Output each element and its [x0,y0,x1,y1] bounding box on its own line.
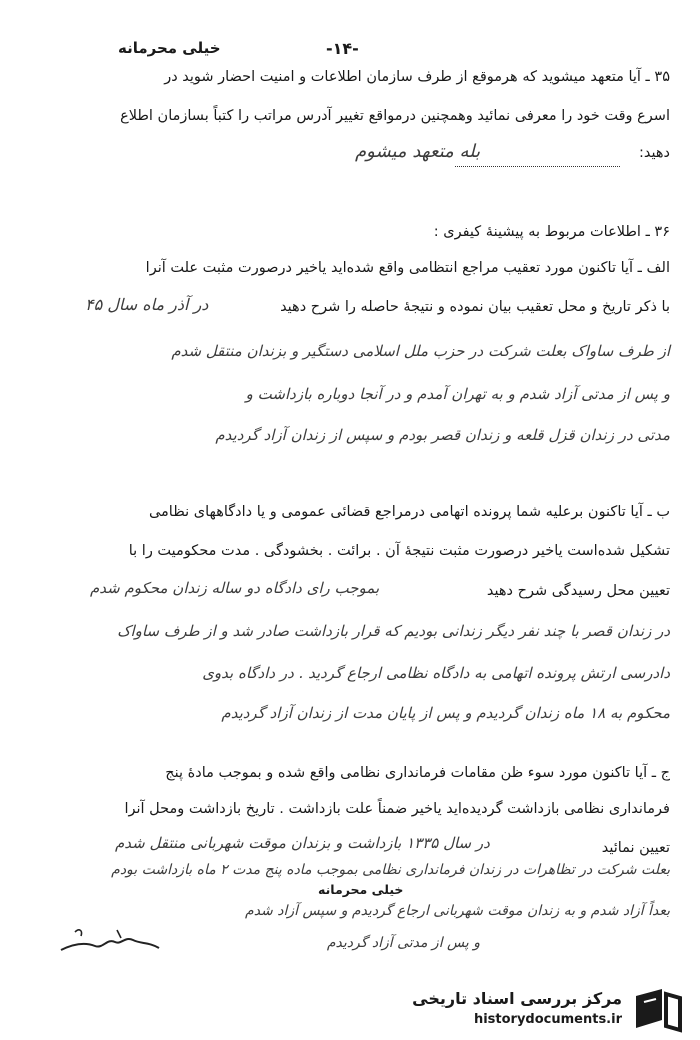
q36b-line-1: ب ـ آیا تاکنون برعلیه شما پرونده اتهامی درمراجع قضائی عمومی و یا دادگاههای نظامی [148,504,670,520]
signature [55,922,165,962]
archive-logo-icon [632,986,684,1036]
q36a-line-1: الف ـ آیا تاکنون مورد تعقیب مراجع انتظامی واقع شده‌اید یاخیر درصورت مثبت علت آنرا [145,260,670,276]
q35-line-2: اسرع وقت خود را معرفی نمائید وهمچنین درمواقع تغییر آدرس مراتب را کتباً بسازمان اطلاع [120,108,670,124]
q36b-line-2: تشکیل شده‌است یاخیر درصورت مثبت نتیجهٔ آن . برائت . بخشودگی . مدت محکومیت را با [128,543,670,559]
q36c-handwritten-2: بعداً آزاد شدم و به زندان موقت شهربانی ارجاع گردیدم و سپس آزاد شدم [245,903,670,919]
q36c-line-3: تعیین نمائید [601,840,670,856]
q36c-line-3-handwritten: در سال ۱۳۳۵ بازداشت و بزندان موقت شهربانی منتقل شدم [115,834,490,852]
q36b-line-3: تعیین محل رسیدگی شرح دهید [486,583,670,599]
q36b-handwritten-3: محکوم به ۱۸ ماه زندان گردیدم و پس از پایان مدت از زندان آزاد گردیدم [221,704,670,722]
q36c-line-1: ج ـ آیا تاکنون مورد سوء ظن مقامات فرمانداری نظامی واقع شده و بموجب مادهٔ پنج [165,765,670,781]
q36a-line-2-handwritten: در آذر ماه سال ۴۵ [85,295,209,314]
q36a-handwritten-2: و پس از مدتی آزاد شدم و به تهران آمدم و در آنجا دوباره بازداشت و [245,385,670,403]
archive-logo-url: historydocuments.ir [473,1012,622,1027]
page-number: -۱۴- [326,39,359,58]
q36b-handwritten-2: دادرسی ارتش پرونده اتهامی به دادگاه نظامی ارجاع گردید . در دادگاه بدوی [202,664,670,682]
q35-line-1: ۳۵ ـ آیا متعهد میشوید که هرموقع از طرف سازمان اطلاعات و امنیت احضار شوید در [164,69,670,85]
q35-answer-handwritten: بله متعهد میشوم [355,141,481,162]
q36a-line-2: با ذکر تاریخ و محل تعقیب بیان نموده و نتیجهٔ حاصله را شرح دهید [280,299,670,315]
q35-label: دهید: [639,145,670,161]
q35-answer-line [455,166,620,167]
q36c-handwritten-3: و پس از مدتی آزاد گردیدم [326,935,480,951]
classification-footer: خیلی محرمانه [318,882,404,897]
q36-title: ۳۶ ـ اطلاعات مربوط به پیشینهٔ کیفری : [433,224,670,240]
classification-header: خیلی محرمانه [118,39,221,57]
q36c-handwritten-1: بعلت شرکت در تظاهرات در زندان فرمانداری نظامی بموجب ماده پنج مدت ۲ ماه بازداشت بودم [111,862,670,878]
q36a-handwritten-3: مدتی در زندان قزل قلعه و زندان قصر بودم و سپس از زندان آزاد گردیدم [215,426,670,444]
archive-logo-title: مرکز بررسی اسناد تاریخی [412,989,622,1008]
q36b-handwritten-1: در زندان قصر با چند نفر دیگر زندانی بودیم که قرار بازداشت صادر شد و از طرف ساواک [117,622,670,640]
q36a-handwritten-1: از طرف ساواک بعلت شرکت در حزب ملل اسلامی دستگیر و بزندان منتقل شدم [171,342,670,360]
q36c-line-2: فرمانداری نظامی بازداشت گردیده‌اید یاخیر ضمناً علت بازداشت . تاریخ بازداشت ومحل آنرا [124,801,670,817]
q36b-line-3-handwritten: بموجب رای دادگاه دو ساله زندان محکوم شدم [90,579,380,597]
